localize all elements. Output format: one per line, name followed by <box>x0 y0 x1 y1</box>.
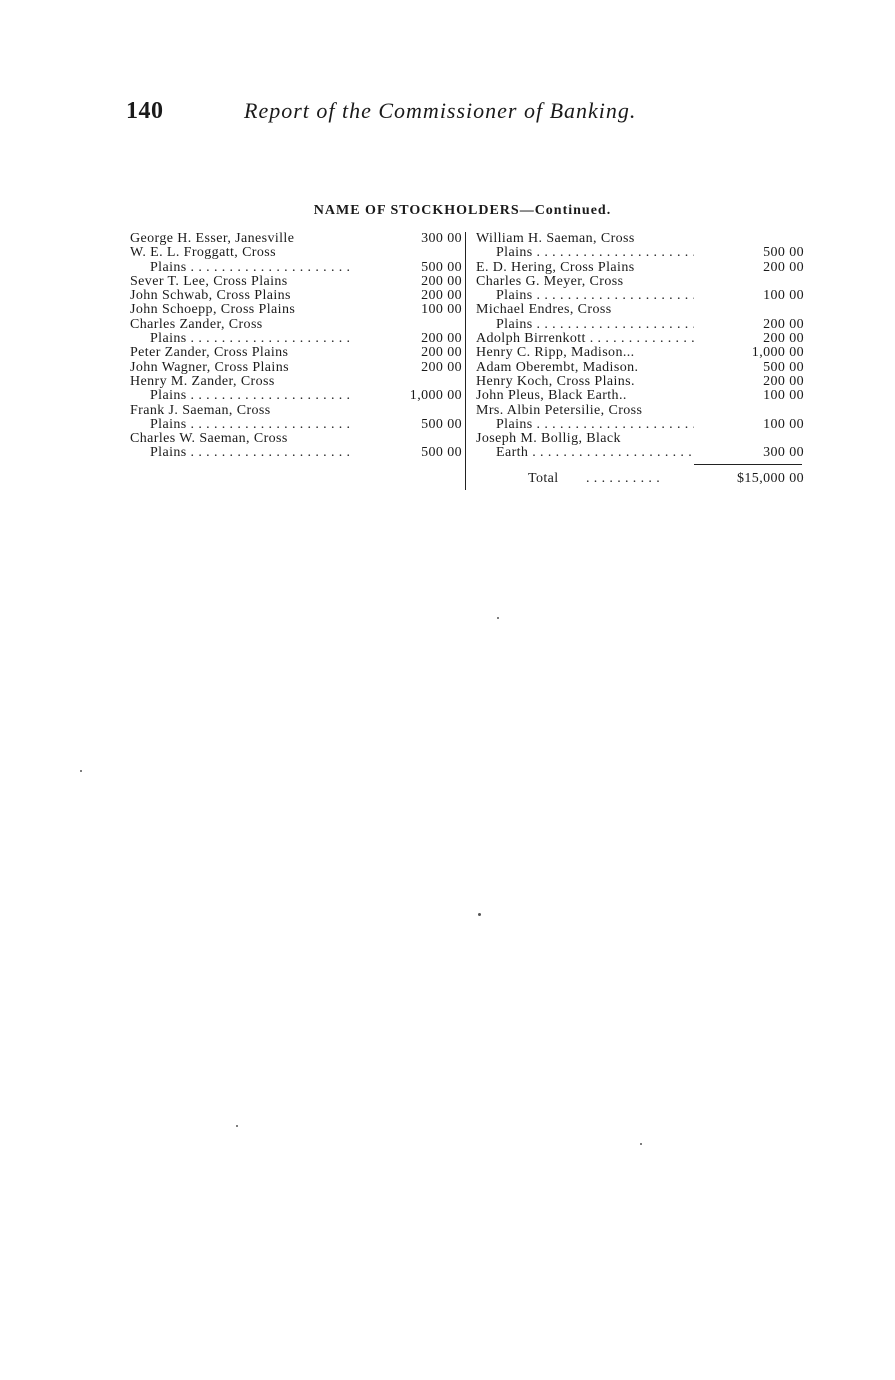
scan-speck <box>497 617 499 619</box>
stockholder-name: E. D. Hering, Cross Plains <box>476 259 635 275</box>
stockholder-name: Mrs. Albin Petersilie, Cross <box>476 402 643 418</box>
section-title: NAME OF STOCKHOLDERS—Continued. <box>313 203 612 218</box>
share-amount: 300 00 <box>421 231 462 246</box>
stockholders-right-column <box>476 232 810 461</box>
share-amount: 100 00 <box>421 302 462 318</box>
stockholder-name: John Schoepp, Cross Plains <box>130 302 296 318</box>
stockholder-name: George H. Esser, Janesville <box>130 231 295 246</box>
stockholder-entry <box>130 289 462 303</box>
stockholder-name: Michael Endres, Cross <box>476 302 612 318</box>
stockholder-entry <box>476 275 810 304</box>
scan-speck <box>640 1143 642 1145</box>
stockholders-left-column <box>130 232 462 461</box>
scan-speck <box>80 770 82 772</box>
total-leader-dots: . . . . . . . . . . <box>586 471 661 486</box>
stockholder-name-continuation: Plains . . . <box>130 446 350 460</box>
share-amount: 500 00 <box>421 259 462 275</box>
stockholder-name-continuation: Plains . . . <box>476 246 694 260</box>
share-amount: 1,000 00 <box>409 388 462 404</box>
stockholder-entry <box>130 404 462 433</box>
stockholder-entry <box>476 261 810 275</box>
stockholder-name-continuation: Earth . . . <box>476 446 694 460</box>
share-amount: 200 00 <box>421 331 462 347</box>
share-amount: 200 00 <box>421 288 462 304</box>
stockholder-name-continuation: Plains . . . <box>130 418 350 432</box>
total-amount: $15,000 00 <box>737 471 804 486</box>
share-amount: 100 00 <box>763 416 804 432</box>
share-amount: 200 00 <box>763 331 804 347</box>
share-amount: 1,000 00 <box>751 345 804 361</box>
share-amount: 500 00 <box>421 416 462 432</box>
stockholder-entry <box>476 389 810 403</box>
share-amount: 100 00 <box>763 388 804 404</box>
stockholder-entry <box>130 246 462 275</box>
stockholder-name-continuation: Plains . . . <box>130 389 350 403</box>
stockholder-entry <box>476 432 810 461</box>
stockholder-entry <box>476 375 810 389</box>
stockholder-entry <box>476 404 810 433</box>
page-number: 140 <box>126 98 164 124</box>
stockholder-name: Henry Koch, Cross Plains. <box>476 373 635 389</box>
stockholder-name-continuation: Plains . . . <box>476 418 694 432</box>
stockholder-name: Adolph Birrenkott . . . <box>476 332 694 346</box>
stockholder-entry <box>476 303 810 332</box>
stockholder-name: John Wagner, Cross Plains <box>130 359 289 375</box>
stockholder-name: Peter Zander, Cross Plains <box>130 345 289 361</box>
stockholder-name: Charles G. Meyer, Cross <box>476 273 624 289</box>
stockholder-name: Charles W. Saeman, Cross <box>130 431 288 447</box>
stockholder-name: W. E. L. Froggatt, Cross <box>130 245 276 261</box>
stockholder-entry <box>476 346 810 360</box>
column-divider <box>465 232 466 490</box>
share-amount: 500 00 <box>763 245 804 261</box>
stockholder-entry <box>130 232 462 246</box>
share-amount: 300 00 <box>763 445 804 461</box>
stockholder-entry <box>130 318 462 347</box>
share-amount: 200 00 <box>763 259 804 275</box>
share-amount: 500 00 <box>421 445 462 461</box>
scan-speck <box>236 1125 238 1127</box>
stockholder-entry <box>130 346 462 360</box>
stockholder-name: John Schwab, Cross Plains <box>130 288 291 304</box>
stockholder-name-continuation: Plains . . . <box>476 318 694 332</box>
stockholder-name: Frank J. Saeman, Cross <box>130 402 271 418</box>
stockholder-entry <box>130 375 462 404</box>
stockholder-name-continuation: Plains . . . <box>476 289 694 303</box>
stockholder-entry <box>130 361 462 375</box>
share-amount: 100 00 <box>763 288 804 304</box>
stockholder-name: Joseph M. Bollig, Black <box>476 431 621 447</box>
stockholder-name: Sever T. Lee, Cross Plains <box>130 273 288 289</box>
share-amount: 200 00 <box>763 373 804 389</box>
stockholder-entry <box>476 361 810 375</box>
share-amount: 200 00 <box>763 316 804 332</box>
stockholder-name-continuation: Plains . . . <box>130 261 350 275</box>
share-amount: 200 00 <box>421 273 462 289</box>
stockholder-name: Henry M. Zander, Cross <box>130 373 275 389</box>
total-rule <box>694 464 802 465</box>
stockholder-name: John Pleus, Black Earth.. <box>476 388 627 404</box>
stockholder-entry <box>476 232 810 261</box>
stockholder-name: Henry C. Ripp, Madison... <box>476 345 635 361</box>
total-label: Total <box>528 471 559 486</box>
stockholder-name: Adam Oberembt, Madison. <box>476 359 639 375</box>
stockholder-entry <box>130 432 462 461</box>
stockholder-name-continuation: Plains . . . <box>130 332 350 346</box>
share-amount: 500 00 <box>763 359 804 375</box>
scan-speck <box>478 913 481 916</box>
running-head: Report of the Commissioner of Banking. <box>244 98 637 123</box>
stockholder-entry <box>130 275 462 289</box>
stockholder-name: William H. Saeman, Cross <box>476 231 635 246</box>
share-amount: 200 00 <box>421 345 462 361</box>
stockholder-entry <box>130 303 462 317</box>
share-amount: 200 00 <box>421 359 462 375</box>
stockholder-entry <box>476 332 810 346</box>
stockholder-name: Charles Zander, Cross <box>130 316 263 332</box>
